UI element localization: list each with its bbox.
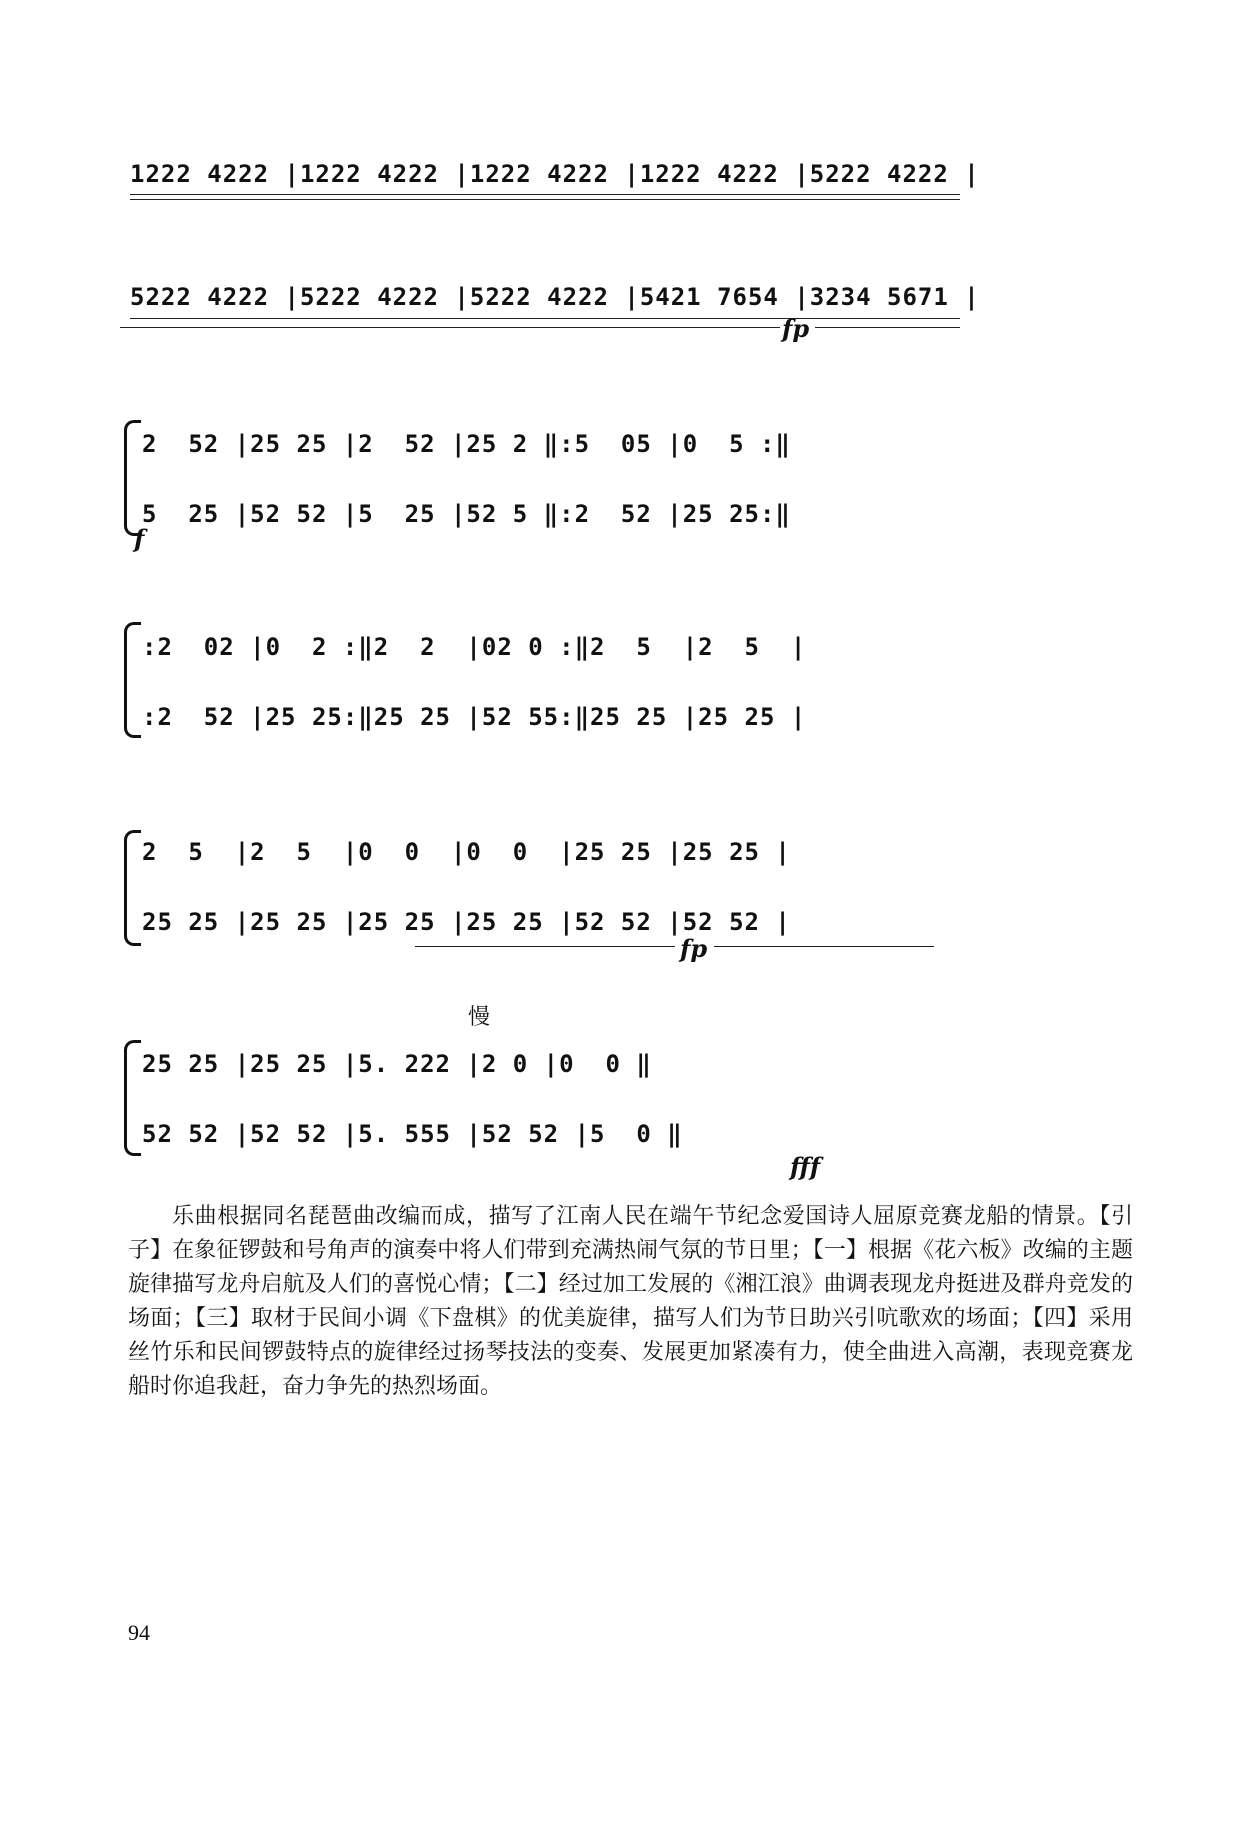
underline-line-1 [130, 194, 960, 195]
cresc-line-system-3 [714, 946, 934, 947]
crescendo-line-2 [120, 327, 780, 328]
description-paragraph: 乐曲根据同名琵琶曲改编而成，描写了江南人民在端午节纪念爱国诗人屈原竞赛龙船的情景。【引子】在象征锣鼓和号角声的演奏中将人们带到充满热闹气氛的节日里；【一】根据《花六板》改编的主题旋律描写龙舟启航及人们的喜悦心情；【二】经过加工发展的《湘江浪》曲调表现龙舟挺进及群舟竞发的场面；【三】取材于民间小调《下盘棋》的优美旋律，描写人们为节日助兴引吭歌欢的场面；【四】采用丝竹乐和民间锣鼓特点的旋律经过扬琴技法的变奏、发展更加紧凑有力，使全曲进入高潮，表现竞赛龙船时你追我赶，奋力争先的热烈场面。 [128, 1204, 1133, 1399]
system-2-lower: :2 52 |25 25:‖25 25 |52 55:‖25 25 |25 25 | [142, 703, 807, 731]
system-2-upper: :2 02 |0 2 :‖2 2 |02 0 :‖2 5 |2 5 | [142, 633, 807, 661]
system-1-upper: 2 52 |25 25 |2 52 |25 2 ‖:5 05 |0 5 :‖ [142, 430, 791, 458]
system-1-brace [124, 420, 141, 536]
score-line-1: 1222 4222 |1222 4222 |1222 4222 |1222 4222 |5222 4222 | [130, 160, 980, 188]
dynamic-fff-system-4: fff [790, 1152, 821, 1181]
system-3-upper: 2 5 |2 5 |0 0 |0 0 |25 25 |25 25 | [142, 838, 791, 866]
dynamic-fp-system-3: fp [680, 934, 708, 963]
dynamic-f-system-1: f [134, 524, 145, 553]
system-4-brace [124, 1040, 141, 1156]
underline-line-2 [130, 318, 960, 319]
score-line-2: 5222 4222 |5222 4222 |5222 4222 |5421 7654 |3234 5671 | [130, 283, 980, 311]
dynamic-fp-line-2: fp [782, 314, 810, 343]
crescendo-line-2b [815, 327, 960, 328]
system-1-lower: 5 25 |52 52 |5 25 |52 5 ‖:2 52 |25 25:‖ [142, 500, 791, 528]
tempo-marking: 慢 [468, 1005, 491, 1030]
page-number: 94 [128, 1620, 150, 1645]
system-2-brace [124, 622, 141, 738]
underline-line-1b [130, 199, 960, 200]
system-4-lower: 52 52 |52 52 |5. 555 |52 52 |5 0 ‖ [142, 1120, 683, 1148]
system-4-upper: 25 25 |25 25 |5. 222 |2 0 |0 0 ‖ [142, 1050, 652, 1078]
system-3-brace [124, 830, 141, 946]
dim-line-system-3 [415, 946, 675, 947]
system-3-lower: 25 25 |25 25 |25 25 |25 25 |52 52 |52 52 | [142, 908, 791, 936]
